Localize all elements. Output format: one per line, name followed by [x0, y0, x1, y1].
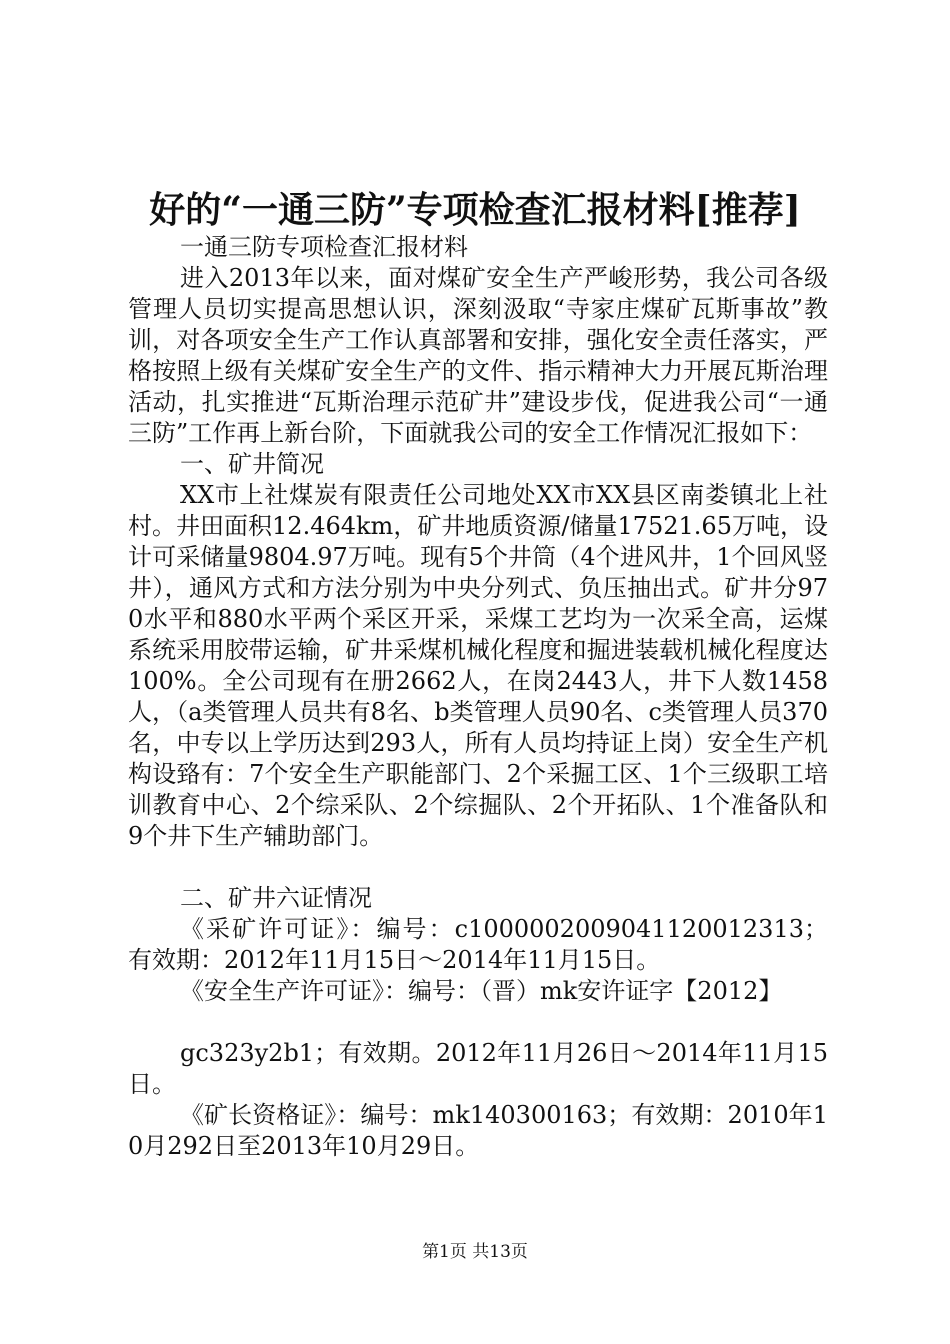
- paragraph-subtitle: 一通三防专项检查汇报材料: [180, 233, 468, 261]
- paragraph-intro: 进入2013年以来，面对煤矿安全生产严峻形势，我公司各级管理人员切实提高思想认识，深刻汲取“寺家庄煤矿瓦斯事故”教训，对各项安全生产工作认真部署和安排，强化安全责任落实，严格按照上级有关煤矿安全生产的文件、指示精神大力开展瓦斯治理活动，扎实推进“瓦斯治理示范矿井”建设步伐，促进我公司“一通三防”工作再上新台阶，下面就我公司的安全工作情况汇报如下：: [128, 264, 828, 447]
- paragraph-safety-license: 《安全生产许可证》：编号：（晋）mk安许证字【2012】: [180, 977, 783, 1005]
- document-title: 好的“一通三防”专项检查汇报材料[推荐]: [149, 189, 801, 231]
- section-heading-mine-overview: 一、矿井简况: [180, 450, 324, 478]
- paragraph-mine-overview: XX市上社煤炭有限责任公司地处XX市XX县区南娄镇北上社村。井田面积12.464km，矿井地质资源/储量17521.65万吨，设计可采储量9804.97万吨。现有5个井筒（4个进风井，1个回风竖井），通风方式和方法分别为中央分列式、负压抽出式。矿井分970水平和880水平两个采区开采，采煤工艺均为一次采全高，运煤系统采用胶带运输，矿井采煤机械化程度和掘进装载机械化程度达100%。全公司现有在册2662人，在岗2443人，井下人数1458人，（a类管理人员共有8名、b类管理人员90名、c类管理人员370名，中专以上学历达到293人，所有人员均持证上岗）安全生产机构设臵有：7个安全生产职能部门、2个采掘工区、1个三级职工培训教育中心、2个综采队、2个综掘队、2个开拓队、1个准备队和9个井下生产辅助部门。: [128, 481, 828, 850]
- paragraph-mining-license: 《采矿许可证》：编号：c1000002009041120012313；有效期：2012年11月15日～2014年11月15日。: [128, 915, 828, 974]
- page-footer: 第1页 共13页: [422, 1242, 528, 1262]
- paragraph-mine-manager-certificate: 《矿长资格证》：编号：mk140300163；有效期：2010年10月292日至2013年10月29日。: [128, 1101, 828, 1160]
- document-body: [128, 232, 828, 1162]
- section-heading-six-certificates: 二、矿井六证情况: [180, 884, 372, 912]
- paragraph-safety-license-continued: gc323y2b1；有效期。2012年11月26日～2014年11月15日。: [128, 1039, 828, 1098]
